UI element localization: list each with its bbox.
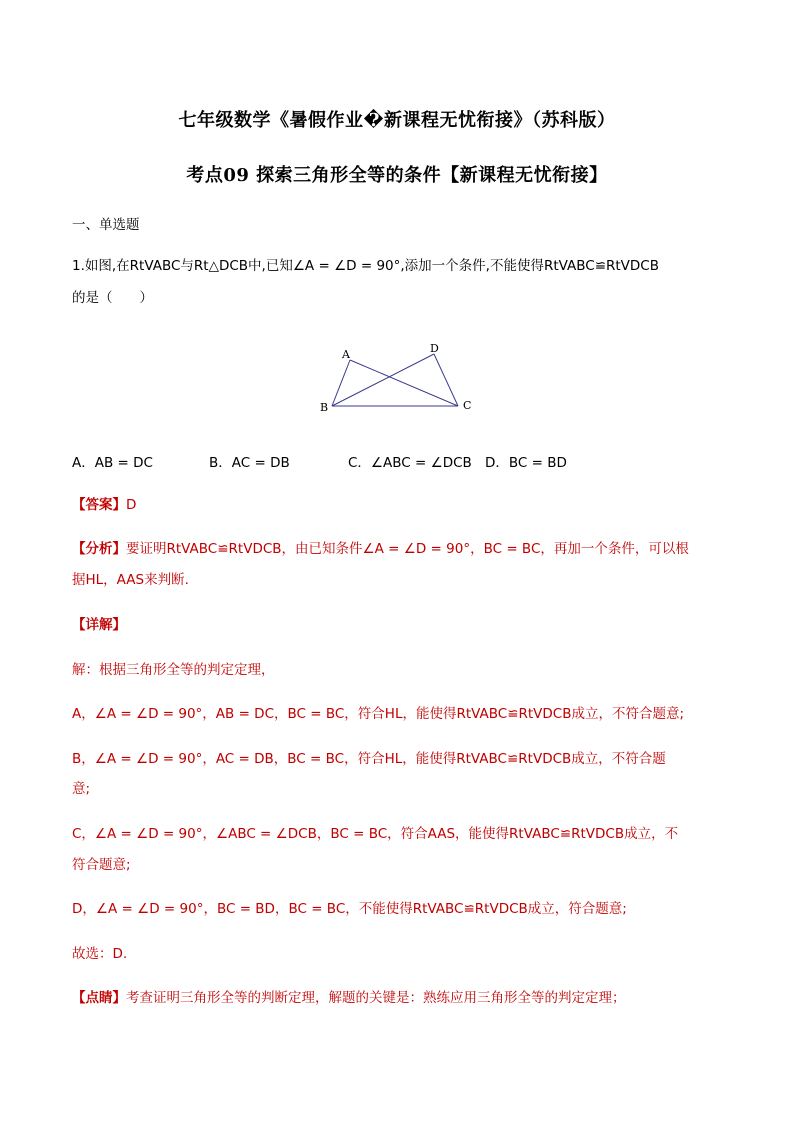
question-text-line2: 的是（ ） — [72, 290, 153, 306]
segment-ab — [332, 360, 350, 406]
label-a: A — [342, 348, 350, 361]
comment-text: 考查证明三角形全等的判断定理，解题的关键是：熟练应用三角形全等的判定定理； — [126, 990, 626, 1006]
detail-option-b-line1: B，∠A = ∠D = 90°，AC = DB，BC = BC，符合HL，能使得RtVABC≌RtVDCB成立，不符合题 — [72, 751, 666, 767]
option-d: D．BC = BD — [485, 455, 567, 471]
triangle-figure — [310, 338, 480, 418]
option-a: A．AB = DC — [72, 455, 153, 471]
option-c: C．∠ABC = ∠DCB — [348, 455, 472, 471]
option-b: B．AC = DB — [209, 455, 290, 471]
page-subtitle: 考点09 探索三角形全等的条件【新课程无忧衔接】 — [186, 165, 608, 186]
analysis-tag: 【分析】 — [72, 541, 126, 557]
answer-value: D — [126, 497, 137, 513]
comment-line — [72, 989, 732, 1007]
segment-ac — [350, 360, 458, 406]
analysis-line2: 据HL，AAS来判断. — [72, 572, 189, 588]
answer-line — [72, 496, 732, 514]
label-b: B — [320, 401, 329, 414]
question-text-line1: 1.如图,在RtVABC与Rt△DCB中,已知∠A = ∠D = 90°,添加一个条件,不能使得RtVABC≌RtVDCB — [72, 258, 659, 274]
label-c: C — [463, 399, 472, 412]
segment-dc — [434, 354, 458, 406]
segment-bd — [332, 354, 434, 406]
detail-option-c-line1: C，∠A = ∠D = 90°，∠ABC = ∠DCB，BC = BC，符合AAS，能使得RtVABC≌RtVDCB成立，不 — [72, 826, 679, 842]
detail-option-c-line2: 符合题意; — [72, 857, 131, 873]
detail-option-d: D，∠A = ∠D = 90°，BC = BD，BC = BC，不能使得RtVABC≌RtVDCB成立，符合题意; — [72, 901, 627, 917]
detail-option-b-line2: 意; — [72, 781, 91, 797]
comment-tag: 【点睛】 — [72, 990, 126, 1006]
detail-heading — [72, 616, 732, 634]
answer-tag: 【答案】 — [72, 497, 126, 513]
label-d: D — [430, 342, 439, 355]
detail-option-a: A，∠A = ∠D = 90°，AB = DC，BC = BC，符合HL，能使得RtVABC≌RtVDCB成立，不符合题意; — [72, 706, 685, 722]
analysis-text-1: 要证明RtVABC≌RtVDCB，由已知条件∠A = ∠D = 90°，BC = BC，再加一个条件，可以根 — [126, 541, 689, 557]
detail-tag: 【详解】 — [72, 617, 126, 633]
page-title: 七年级数学《暑假作业�新课程无忧衔接》（苏科版） — [178, 110, 616, 131]
section-heading: 一、单选题 — [72, 217, 140, 233]
detail-conclusion: 故选：D. — [72, 946, 128, 962]
analysis-line1 — [72, 540, 732, 558]
detail-intro: 解：根据三角形全等的判定定理， — [72, 662, 275, 678]
